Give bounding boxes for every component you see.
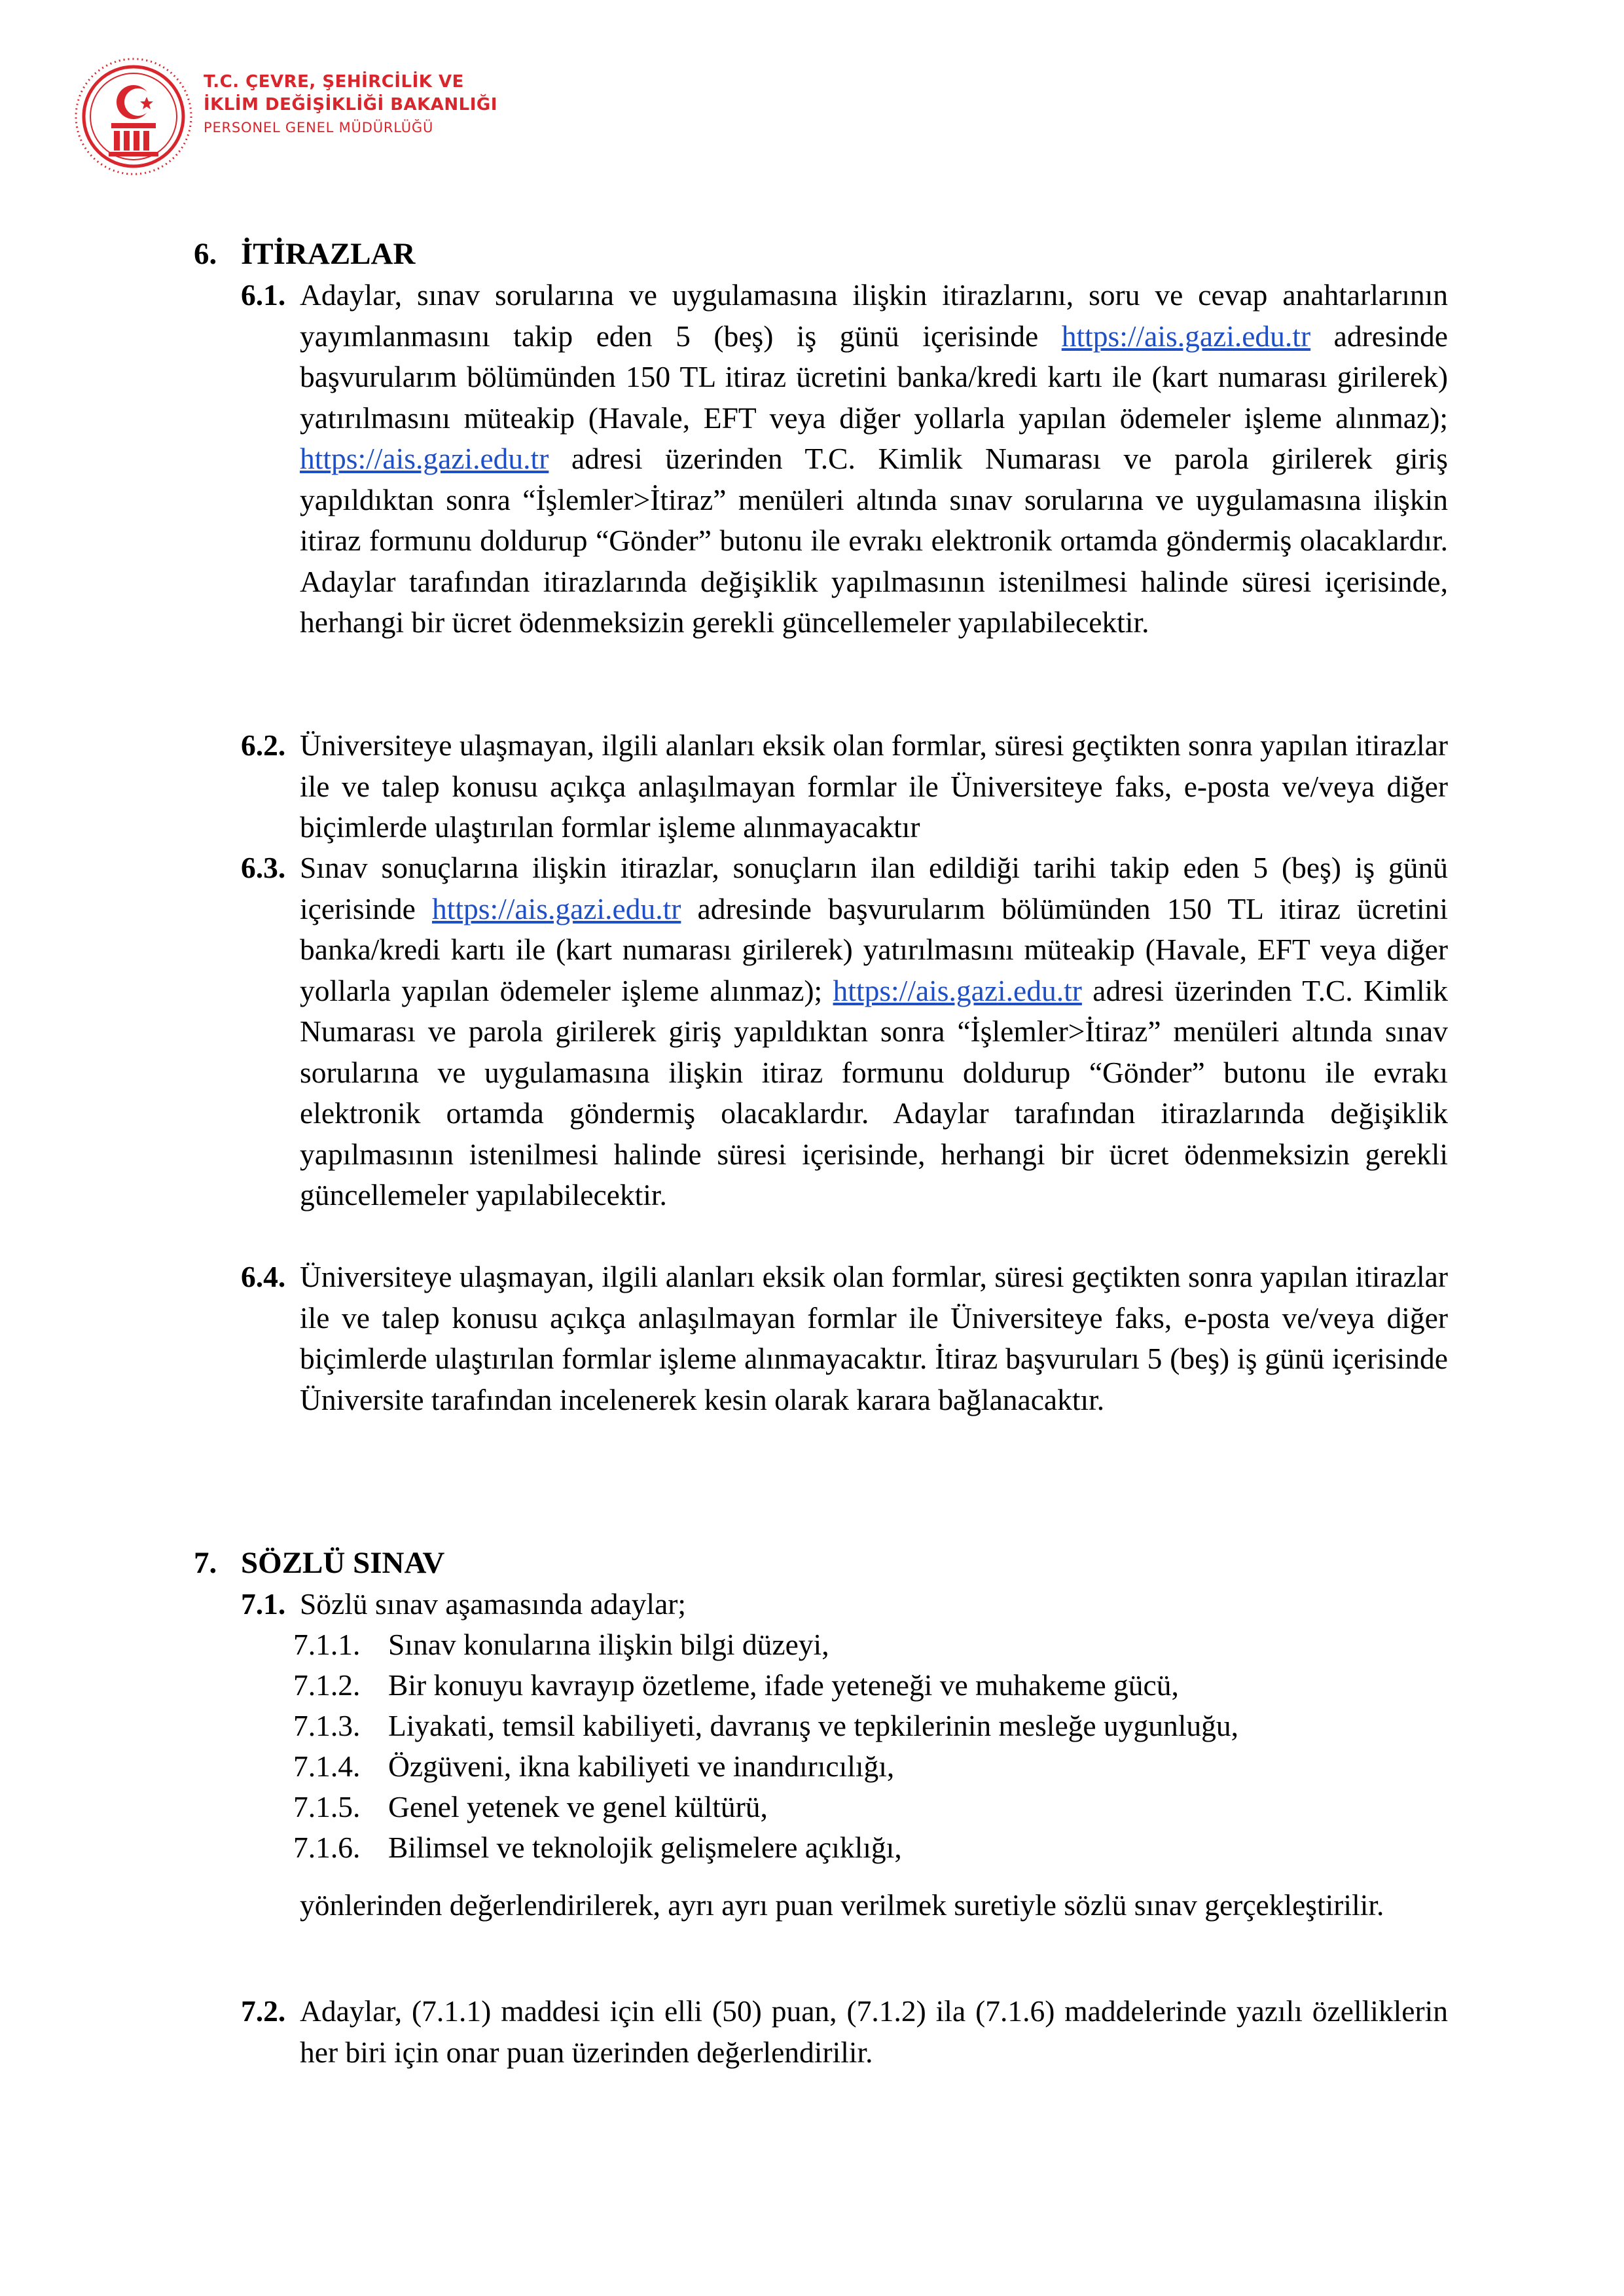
ais-link[interactable]: https://ais.gazi.edu.tr	[833, 973, 1082, 1007]
org-line-2: İKLİM DEĞİŞİKLİĞİ BAKANLIĞI	[204, 95, 497, 115]
org-line-1: T.C. ÇEVRE, ŞEHİRCİLİK VE	[204, 72, 464, 92]
subitem-7-1-6: 7.1.6. Bilimsel ve teknolojik gelişmelere açıklığı,	[293, 1831, 902, 1864]
item-text: Adaylar, sınav sorularına ve uygulamasına ilişkin itirazlarını, soru ve cevap anahtarlarının yayımlanmasını takip eden 5 (beş) iş günü içerisinde https://ais.gazi.edu.tr adresinde başvurularım bölümünden 150 TL itiraz ücretini banka/kredi kartı ile (kart numarası girilerek) yatırılmasını müteakip (Havale, EFT veya diğer yollarla yapılan ödemeler işleme alınmaz); https://ais.gazi.edu.tr adresi üzerinden T.C. Kimlik Numarası ve parola girilerek giriş yapıldıktan sonra “İşlemler>İtiraz” menüleri altında sınav sorularına ve uygulamasına ilişkin itiraz formunu doldurup “Gönder” butonu ile evrakı elektronik ortamda göndermiş olacaklardır. Adaylar tarafından itirazlarında değişiklik yapılmasının istenilmesi halinde süresi içerisinde, herhangi bir ücret ödenmeksizin gerekli güncellemeler yapılabilecektir.	[300, 278, 1448, 639]
item-text: Adaylar, (7.1.1) maddesi için elli (50) puan, (7.1.2) ila (7.1.6) maddelerinde yazılı özelliklerin her biri için onar puan üzerinden değerlendirilir.	[300, 1994, 1448, 2069]
subitem-7-1-3: 7.1.3. Liyakati, temsil kabiliyeti, davranış ve tepkilerinin mesleğe uygunluğu,	[293, 1709, 1238, 1742]
item-7-1	[241, 1584, 1448, 1625]
section-number: 6.	[194, 237, 217, 271]
section-title: SÖZLÜ SINAV	[241, 1546, 445, 1580]
organization-name	[204, 71, 497, 139]
org-line-3: PERSONEL GENEL MÜDÜRLÜĞÜ	[204, 120, 434, 135]
subitem-7-1-2: 7.1.2. Bir konuyu kavrayıp özetleme, ifade yeteneği ve muhakeme gücü,	[293, 1668, 1179, 1702]
item-6-4	[241, 1257, 1448, 1420]
item-number: 6.2.	[241, 728, 286, 762]
item-number: 7.2.	[241, 1994, 286, 2028]
item-7-2	[241, 1991, 1448, 2073]
ais-link[interactable]: https://ais.gazi.edu.tr	[300, 442, 549, 475]
item-6-3	[241, 848, 1448, 1216]
section-7-heading	[194, 1543, 444, 1583]
item-number: 6.1.	[241, 278, 286, 312]
item-number: 7.1.	[241, 1587, 286, 1621]
item-6-1	[241, 275, 1448, 643]
section-6-heading	[194, 234, 415, 274]
item-text: Sınav sonuçlarına ilişkin itirazlar, sonuçların ilan edildiği tarihi takip eden 5 (beş) iş günü içerisinde https://ais.gazi.edu.tr adresinde başvurularım bölümünden 150 TL itiraz ücretini banka/kredi kartı ile (kart numarası girilerek) yatırılmasını müteakip (Havale, EFT veya diğer yollarla yapılan ödemeler işleme alınmaz); https://ais.gazi.edu.tr adresi üzerinden T.C. Kimlik Numarası ve parola girilerek giriş yapıldıktan sonra “İşlemler>İtiraz” menüleri altında sınav sorularına ve uygulamasına ilişkin itiraz formunu doldurup “Gönder” butonu ile evrakı elektronik ortamda göndermiş olacaklardır. Adaylar tarafından itirazlarında değişiklik yapılmasının istenilmesi halinde süresi içerisinde, herhangi bir ücret ödenmeksizin gerekli güncellemeler yapılabilecektir.	[300, 851, 1448, 1211]
ais-link[interactable]: https://ais.gazi.edu.tr	[1061, 319, 1311, 353]
section-number: 7.	[194, 1546, 217, 1580]
subitem-7-1-5: 7.1.5. Genel yetenek ve genel kültürü,	[293, 1790, 768, 1823]
item-6-2	[241, 725, 1448, 848]
item-7-1-closing: yönlerinden değerlendirilerek, ayrı ayrı puan verilmek suretiyle sözlü sınav gerçekleştirilir.	[300, 1888, 1384, 1922]
subitem-7-1-4: 7.1.4. Özgüveni, ikna kabiliyeti ve inandırıcılığı,	[293, 1749, 895, 1783]
item-text: Üniversiteye ulaşmayan, ilgili alanları eksik olan formlar, süresi geçtikten sonra yapılan itirazlar ile ve talep konusu açıkça anlaşılmayan formlar ile Üniversiteye faks, e-posta ve/veya diğer biçimlerde ulaştırılan formlar işleme alınmayacaktır. İtiraz başvuruları 5 (beş) iş günü içerisinde Üniversite tarafından incelenerek kesin olarak karara bağlanacaktır.	[300, 1260, 1448, 1416]
ais-link[interactable]: https://ais.gazi.edu.tr	[432, 891, 681, 925]
subitem-7-1-1: 7.1.1. Sınav konularına ilişkin bilgi düzeyi,	[293, 1628, 829, 1661]
item-number: 6.4.	[241, 1260, 286, 1293]
item-text: Üniversiteye ulaşmayan, ilgili alanları eksik olan formlar, süresi geçtikten sonra yapılan itirazlar ile ve talep konusu açıkça anlaşılmayan formlar ile Üniversiteye faks, e-posta ve/veya diğer biçimlerde ulaştırılan formlar işleme alınmayacaktır	[300, 728, 1448, 844]
ministry-emblem-icon	[73, 56, 194, 177]
item-text: Sözlü sınav aşamasında adaylar;	[300, 1587, 687, 1621]
section-title: İTİRAZLAR	[241, 237, 416, 271]
item-number: 6.3.	[241, 851, 286, 884]
